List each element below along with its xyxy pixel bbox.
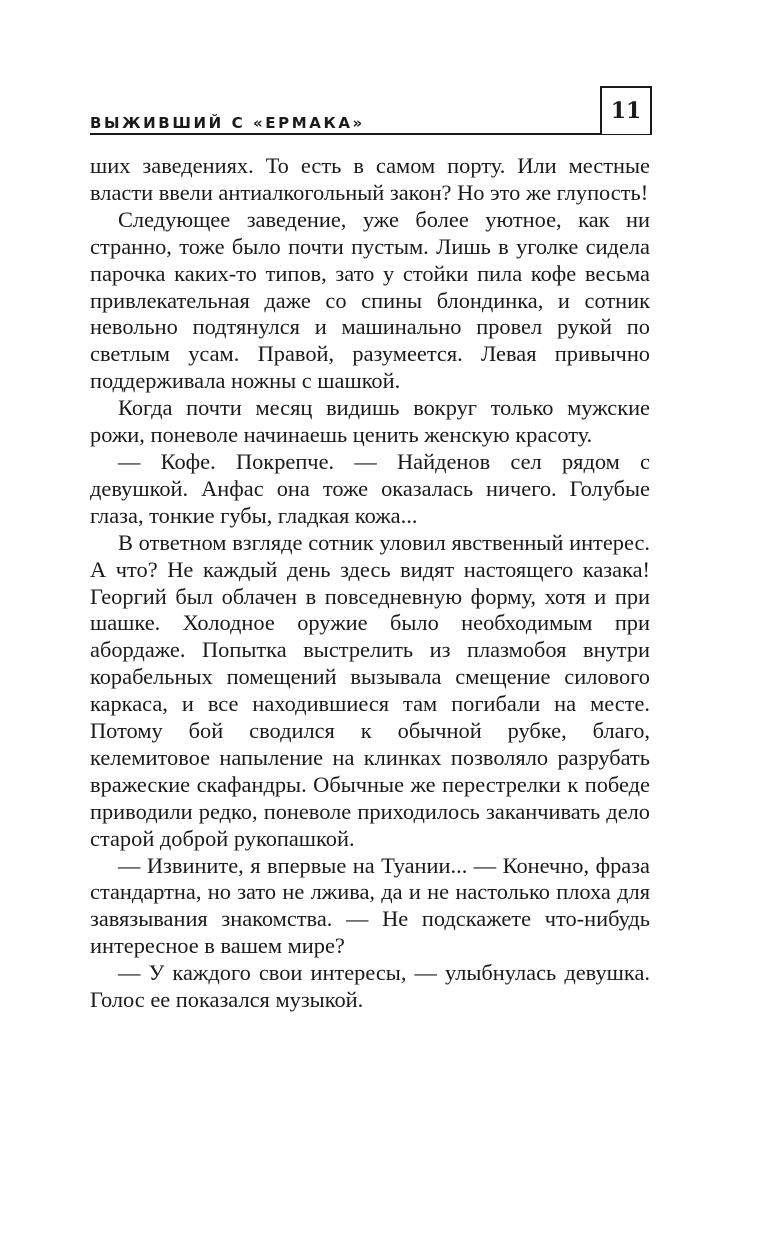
- paragraph-7: — У каждого свои интересы, — улыбнулась девушка. Голос ее показался музыкой.: [90, 960, 650, 1013]
- paragraph-1: ших заведениях. То есть в самом порту. Или местные власти ввели антиалкогольный закон? Но это же глупость!: [90, 153, 650, 205]
- page-header: [90, 86, 652, 134]
- page-number-box: [600, 86, 652, 134]
- running-title: ВЫЖИВШИЙ С «ЕРМАКА»: [90, 114, 365, 132]
- header-rule: [90, 133, 652, 135]
- paragraph-3: Когда почти месяц видишь вокруг только мужские рожи, поневоле начинаешь ценить женскую красоту.: [90, 395, 650, 448]
- paragraph-4: — Кофе. Покрепче. — Найденов сел рядом с девушкой. Анфас она тоже оказалась ничего. Голубые глаза, тонкие губы, гладкая кожа...: [90, 448, 650, 528]
- paragraph-6: — Извините, я впервые на Туании... — Конечно, фраза стандартна, но зато не лжива, да и не настолько плоха для завязывания знакомства. — Не подскажете что-нибудь интересное в вашем мире?: [90, 852, 650, 959]
- paragraph-5: В ответном взгляде сотник уловил явственный интерес. А что? Не каждый день здесь видят настоящего казака! Георгий был облачен в повседневную форму, хотя и при шашке. Холодное оружие было необходимым при абордаже. Попытка выстрелить из плазмобоя внутри корабельных помещений вызывала смещение силового каркаса, и все находившиеся там погибали на месте. Потому бой сводился к обычной рубке, благо, келемитовое напыление на клинках позволяло разрубать вражеские скафандры. Обычные же перестрелки к победе приводили редко, поневоле приходилось заканчивать дело старой доброй рукопашкой.: [90, 529, 650, 851]
- paragraph-2: Следующее заведение, уже более уютное, как ни странно, тоже было почти пустым. Лишь в уголке сидела парочка каких-то типов, зато у стойки пила кофе весьма привлекательная даже со спины блондинка, и сотник невольно подтянулся и машинально провел рукой по светлым усам. Правой, разумеется. Левая привычно поддерживала ножны с шашкой.: [90, 206, 650, 394]
- page-number: 11: [610, 98, 642, 124]
- body-text: [90, 153, 650, 1014]
